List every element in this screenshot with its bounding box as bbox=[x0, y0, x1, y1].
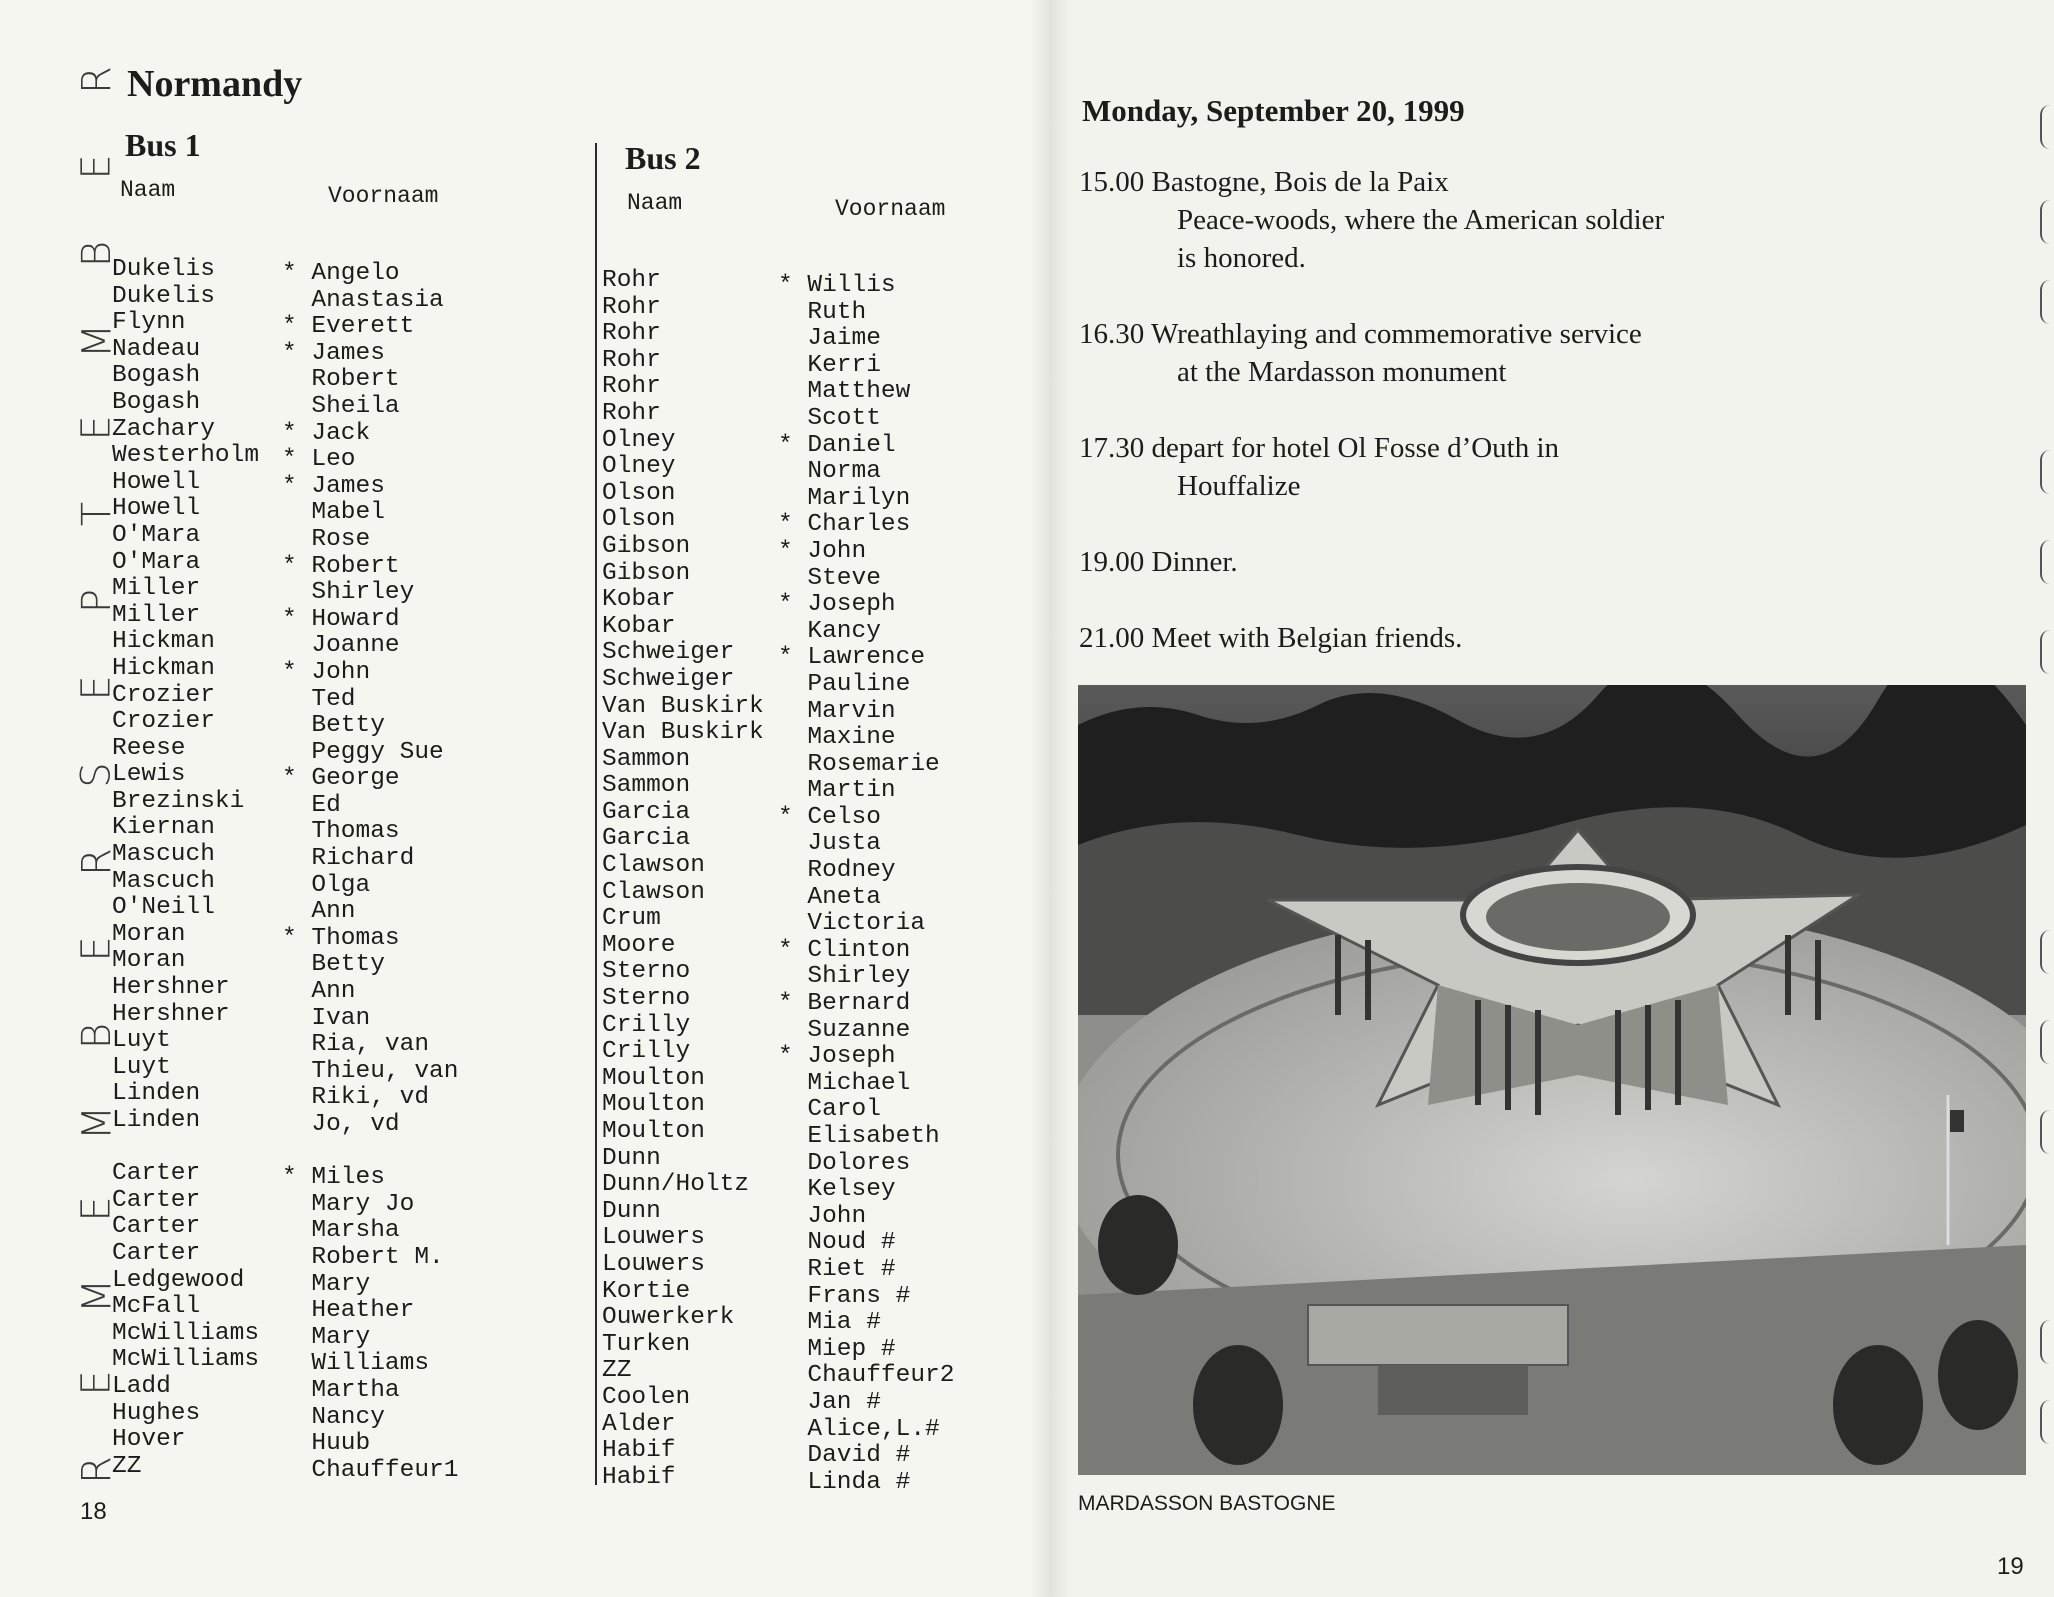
bus2-col-naam: Naam bbox=[627, 190, 683, 216]
bus2-naam-entry: Schweiger bbox=[602, 639, 735, 667]
bus1-naam-entry: Crozier bbox=[112, 681, 215, 709]
bus2-naam-entry: Louwers bbox=[602, 1250, 705, 1278]
bus1-naam-entry: Crozier bbox=[112, 708, 215, 736]
bus1-naam-entry: Carter bbox=[112, 1160, 201, 1188]
bus2-voornaam-entry: Carol bbox=[778, 1096, 881, 1124]
bus1-naam-entry: Carter bbox=[112, 1239, 201, 1267]
bus2-naam-entry: Schweiger bbox=[602, 665, 735, 693]
bus1-voornaam-entry: Peggy Sue bbox=[282, 738, 444, 766]
photo-caption: MARDASSON BASTOGNE bbox=[1078, 1492, 1336, 1515]
bus2-naam-entry: Kobar bbox=[602, 612, 676, 640]
bus2-voornaam-entry: Chauffeur2 bbox=[778, 1362, 955, 1390]
bus1-naam-entry: Luyt bbox=[112, 1027, 171, 1055]
bus2-naam-entry: Dunn/Holtz bbox=[602, 1171, 750, 1199]
schedule-time: 15.00 bbox=[1079, 166, 1145, 198]
schedule-description: Wreathlaying and commemorative service bbox=[1144, 318, 1642, 350]
bus1-voornaam-entry: * George bbox=[282, 765, 400, 793]
bus2-voornaam-entry: Shirley bbox=[778, 963, 911, 991]
bus2-voornaam-entry: Suzanne bbox=[778, 1016, 911, 1044]
bus1-naam-entry: Nadeau bbox=[112, 335, 201, 363]
bus1-voornaam-entry: Jo, vd bbox=[282, 1111, 400, 1138]
bus1-voornaam-entry: Williams bbox=[282, 1350, 430, 1378]
bus1-voornaam-entry: Ted bbox=[282, 685, 356, 713]
bus2-voornaam-entry: Marvin bbox=[778, 697, 896, 725]
schedule-item bbox=[1079, 429, 1799, 505]
bus2-naam-entry: Garcia bbox=[602, 825, 691, 853]
bus2-naam-entry: Crilly bbox=[602, 1011, 691, 1039]
bus1-voornaam-entry: Huub bbox=[282, 1430, 371, 1458]
side-letter: M bbox=[73, 1105, 120, 1140]
bus2-voornaam-entry: * Celso bbox=[778, 803, 881, 831]
bus1-naam-entry: Brezinski bbox=[112, 787, 245, 815]
schedule-list bbox=[1079, 163, 1799, 695]
schedule-item bbox=[1079, 315, 1799, 391]
schedule-time: 19.00 bbox=[1079, 546, 1145, 578]
bus1-naam-entry: Mascuch bbox=[112, 867, 215, 895]
bus1-naam-entry: Lewis bbox=[112, 761, 186, 789]
bus2-voornaam-entry: Mia # bbox=[778, 1309, 881, 1337]
bus2-naam-entry: Habif bbox=[602, 1437, 676, 1465]
bus2-voornaam-entry: * Joseph bbox=[778, 1043, 896, 1071]
bus2-voornaam-entry: Kelsey bbox=[778, 1176, 896, 1204]
bus2-naam-entry: Sterno bbox=[602, 958, 691, 986]
bus1-voornaam-entry: * Howard bbox=[282, 605, 400, 633]
schedule-item bbox=[1079, 543, 1799, 581]
bus2-voornaam-entry: * Willis bbox=[778, 272, 896, 299]
bus2-voornaam-entry: Jan # bbox=[778, 1388, 881, 1416]
bus1-voornaam-entry: * Jack bbox=[282, 419, 371, 447]
schedule-description: depart for hotel Ol Fosse d’Outh in bbox=[1144, 432, 1560, 464]
bus2-voornaam-entry: Michael bbox=[778, 1069, 911, 1097]
bus2-voornaam-entry: Miep # bbox=[778, 1335, 896, 1363]
schedule-item bbox=[1079, 619, 1799, 657]
bus1-voornaam-entry bbox=[282, 1139, 458, 1166]
side-letter: T bbox=[74, 502, 120, 527]
bus2-col-voornaam: Voornaam bbox=[835, 196, 946, 222]
side-letter: E bbox=[74, 1196, 120, 1223]
right-edge-letter-fragments bbox=[2030, 100, 2054, 1520]
side-letter: B bbox=[73, 240, 120, 267]
bus2-naam-entry: Alder bbox=[602, 1410, 676, 1438]
side-letter: E bbox=[74, 936, 120, 962]
schedule-item bbox=[1079, 163, 1799, 277]
bus1-naam-entry: Hickman bbox=[112, 628, 215, 656]
bus2-voornaam-list bbox=[778, 273, 954, 1496]
bus2-voornaam-entry: Alice,L.# bbox=[778, 1415, 940, 1443]
left-page-number: 18 bbox=[80, 1498, 107, 1525]
bus2-voornaam-entry: Victoria bbox=[778, 910, 926, 938]
schedule-description-cont: Houffalize bbox=[1177, 470, 1301, 502]
side-letter: E bbox=[74, 1370, 120, 1396]
bus2-voornaam-entry: Martin bbox=[778, 777, 896, 805]
side-letter: R bbox=[73, 847, 120, 876]
bus1-naam-entry: Hover bbox=[112, 1426, 186, 1454]
bus1-naam-entry: O'Mara bbox=[112, 521, 201, 549]
bus2-voornaam-entry: * Lawrence bbox=[778, 644, 926, 672]
bus2-voornaam-entry: Linda # bbox=[778, 1468, 911, 1496]
bus1-naam-entry: Hickman bbox=[112, 654, 215, 682]
bus2-naam-entry: Rohr bbox=[602, 293, 661, 321]
bus1-naam-entry: Howell bbox=[112, 495, 201, 523]
bus2-voornaam-entry: Noud # bbox=[778, 1229, 896, 1257]
side-letter: M bbox=[73, 1278, 120, 1314]
bus1-voornaam-entry: Martha bbox=[282, 1376, 400, 1404]
bus1-voornaam-entry: Thomas bbox=[282, 818, 400, 846]
schedule-date: Monday, September 20, 1999 bbox=[1082, 93, 1465, 128]
bus2-voornaam-entry: Marilyn bbox=[778, 484, 911, 512]
bus1-col-voornaam: Voornaam bbox=[328, 183, 439, 209]
bus2-naam-entry: Kobar bbox=[602, 586, 676, 614]
bus1-naam-entry bbox=[112, 1135, 259, 1162]
bus1-voornaam-entry: Rose bbox=[282, 525, 371, 553]
bus2-naam-entry: Clawson bbox=[602, 878, 705, 906]
bus2-voornaam-entry: * Daniel bbox=[778, 431, 896, 459]
bus2-naam-entry: Moulton bbox=[602, 1091, 705, 1119]
bus2-naam-entry: Gibson bbox=[602, 532, 691, 560]
bus1-voornaam-entry: Robert M. bbox=[282, 1243, 444, 1271]
schedule-time: 17.30 bbox=[1079, 432, 1145, 464]
section-title: Normandy bbox=[127, 63, 303, 105]
bus1-naam-entry: Howell bbox=[112, 468, 201, 496]
bus2-naam-entry: Rohr bbox=[602, 373, 661, 401]
bus2-naam-entry: Olney bbox=[602, 453, 676, 481]
bus1-voornaam-entry: Sheila bbox=[282, 392, 400, 420]
bus1-naam-entry: Reese bbox=[112, 734, 186, 762]
bus1-voornaam-entry: * Angelo bbox=[282, 260, 400, 287]
bus1-voornaam-entry: Ria, van bbox=[282, 1031, 430, 1059]
side-letter: R bbox=[73, 66, 120, 94]
bus1-voornaam-entry: Mary bbox=[282, 1270, 371, 1298]
bus1-naam-entry: Kiernan bbox=[112, 814, 215, 842]
side-letter: R bbox=[73, 1456, 120, 1484]
bus2-naam-entry: Olson bbox=[602, 479, 676, 507]
bus2-naam-entry: Ouwerkerk bbox=[602, 1304, 735, 1332]
bus2-naam-entry: Rohr bbox=[602, 320, 661, 348]
bus1-voornaam-entry: * Robert bbox=[282, 552, 400, 580]
bus1-voornaam-entry: Heather bbox=[282, 1297, 415, 1325]
bus1-voornaam-entry: Riki, vd bbox=[282, 1084, 430, 1112]
bus2-voornaam-entry: * Charles bbox=[778, 511, 911, 539]
column-divider bbox=[595, 143, 597, 1485]
bus1-naam-entry: Westerholm bbox=[112, 442, 260, 470]
bus1-naam-entry: Flynn bbox=[112, 309, 186, 337]
book-gutter bbox=[1030, 0, 1070, 1597]
bus2-naam-entry: Louwers bbox=[602, 1224, 705, 1252]
schedule-description-cont: is honored. bbox=[1177, 242, 1306, 274]
bus2-voornaam-entry: Justa bbox=[778, 830, 881, 858]
bus2-voornaam-entry: Rosemarie bbox=[778, 750, 940, 778]
bus2-naam-entry: Clawson bbox=[602, 852, 705, 880]
bus2-voornaam-entry: Steve bbox=[778, 564, 881, 592]
bus2-voornaam-entry: Riet # bbox=[778, 1255, 896, 1283]
schedule-description: Dinner. bbox=[1144, 546, 1238, 578]
bus2-naam-entry: ZZ bbox=[602, 1357, 632, 1385]
mardasson-monument-photo bbox=[1078, 685, 2026, 1475]
bus1-naam-entry: Moran bbox=[112, 947, 186, 975]
bus1-voornaam-entry: Thieu, van bbox=[282, 1057, 459, 1085]
bus2-naam-entry: Coolen bbox=[602, 1383, 691, 1411]
bus1-voornaam-entry: Joanne bbox=[282, 632, 400, 660]
bus1-voornaam-entry: * Leo bbox=[282, 446, 356, 474]
bus1-naam-entry: Mascuch bbox=[112, 841, 215, 869]
bus2-voornaam-entry: Frans # bbox=[778, 1282, 911, 1310]
schedule-description-cont: Peace-woods, where the American soldier bbox=[1177, 204, 1665, 236]
bus1-voornaam-entry: Mary bbox=[282, 1323, 371, 1351]
bus1-voornaam-entry: Ann bbox=[282, 898, 356, 926]
bus1-voornaam-entry: Mary Jo bbox=[282, 1190, 415, 1218]
bus1-voornaam-entry: Nancy bbox=[282, 1403, 385, 1431]
bus1-voornaam-entry: Shirley bbox=[282, 579, 415, 607]
bus2-naam-entry: Garcia bbox=[602, 798, 691, 826]
bus1-voornaam-entry: * James bbox=[282, 472, 385, 500]
bus2-voornaam-entry: Kerri bbox=[778, 351, 881, 379]
bus2-voornaam-entry: Dolores bbox=[778, 1149, 911, 1177]
bus2-naam-entry: Rohr bbox=[602, 267, 661, 294]
bus1-voornaam-entry: Betty bbox=[282, 712, 385, 740]
bus2-voornaam-entry: David # bbox=[778, 1442, 911, 1470]
bus1-voornaam-list bbox=[282, 261, 458, 1484]
bus1-naam-entry: Ladd bbox=[112, 1372, 171, 1400]
bus2-voornaam-entry: Aneta bbox=[778, 883, 881, 911]
bus2-title: Bus 2 bbox=[625, 140, 701, 176]
bus2-naam-entry: Sterno bbox=[602, 985, 691, 1013]
bus1-naam-entry: Bogash bbox=[112, 362, 201, 390]
bus2-naam-entry: Dunn bbox=[602, 1144, 661, 1172]
bus2-naam-entry: Moulton bbox=[602, 1118, 705, 1145]
bus1-naam-entry: Hughes bbox=[112, 1399, 201, 1427]
bus1-voornaam-entry: Ivan bbox=[282, 1004, 371, 1032]
bus1-naam-entry: Ledgewood bbox=[112, 1266, 245, 1294]
bus1-voornaam-entry: Ann bbox=[282, 978, 356, 1006]
bus1-voornaam-entry: Richard bbox=[282, 845, 415, 873]
bus2-voornaam-entry: Norma bbox=[778, 458, 881, 486]
bus2-voornaam-entry: * Joseph bbox=[778, 591, 896, 619]
side-letter: E bbox=[74, 675, 120, 701]
bus1-naam-entry: Dukelis bbox=[112, 256, 215, 283]
side-letter: P bbox=[74, 589, 120, 614]
bus2-voornaam-entry: * John bbox=[778, 537, 867, 565]
schedule-time: 16.30 bbox=[1079, 318, 1145, 350]
bus2-voornaam-entry: Pauline bbox=[778, 670, 911, 698]
bus2-voornaam-entry: Matthew bbox=[778, 378, 911, 406]
right-page-number: 19 bbox=[1997, 1553, 2024, 1580]
side-letter: B bbox=[73, 1022, 120, 1049]
bus2-naam-entry: Gibson bbox=[602, 559, 691, 587]
bus1-naam-entry: Linden bbox=[112, 1080, 201, 1108]
bus1-voornaam-entry: * James bbox=[282, 339, 385, 367]
side-letter: M bbox=[73, 323, 120, 358]
side-letter: E bbox=[74, 154, 120, 180]
bus2-voornaam-entry: John bbox=[778, 1202, 867, 1230]
bus1-title: Bus 1 bbox=[125, 127, 201, 163]
bus2-naam-entry: Turken bbox=[602, 1330, 691, 1358]
bus2-naam-entry: Crilly bbox=[602, 1038, 691, 1066]
bus1-naam-entry: McWilliams bbox=[112, 1346, 260, 1374]
side-letter: S bbox=[73, 762, 120, 788]
bus2-voornaam-entry: Ruth bbox=[778, 298, 867, 326]
bus1-naam-entry: Dukelis bbox=[112, 282, 215, 310]
bus2-naam-entry: Rohr bbox=[602, 399, 661, 427]
bus1-naam-entry: Moran bbox=[112, 920, 186, 948]
bus1-col-naam: Naam bbox=[120, 177, 176, 203]
bus1-naam-entry: Miller bbox=[112, 575, 201, 603]
bus1-naam-entry: Miller bbox=[112, 601, 201, 629]
bus1-naam-entry: Hershner bbox=[112, 1000, 230, 1028]
bus2-naam-entry: Sammon bbox=[602, 772, 691, 800]
bus2-voornaam-entry: * Clinton bbox=[778, 936, 911, 964]
bus1-naam-entry: McWilliams bbox=[112, 1319, 260, 1347]
bus1-naam-entry: Hershner bbox=[112, 974, 230, 1002]
bus2-naam-entry: Moulton bbox=[602, 1064, 705, 1092]
bus2-voornaam-entry: Rodney bbox=[778, 857, 896, 885]
bus1-voornaam-entry: Anastasia bbox=[282, 286, 444, 314]
bus1-naam-entry: Bogash bbox=[112, 388, 201, 416]
bus1-voornaam-entry: * Thomas bbox=[282, 924, 400, 952]
bus2-naam-list bbox=[602, 268, 764, 1491]
bus1-naam-entry: Luyt bbox=[112, 1053, 171, 1081]
bus2-voornaam-entry: * Bernard bbox=[778, 990, 911, 1018]
bus1-voornaam-entry: Olga bbox=[282, 871, 371, 899]
schedule-description: Meet with Belgian friends. bbox=[1144, 622, 1463, 654]
bus2-naam-entry: Van Buskirk bbox=[602, 692, 764, 720]
bus1-voornaam-entry: Mabel bbox=[282, 499, 385, 527]
bus2-naam-entry: Kortie bbox=[602, 1277, 691, 1305]
bus2-naam-entry: Olson bbox=[602, 506, 676, 534]
bus1-naam-entry: O'Neill bbox=[112, 894, 215, 922]
bus2-naam-entry: Rohr bbox=[602, 346, 661, 374]
bus1-naam-list bbox=[112, 257, 259, 1480]
bus2-voornaam-entry: Scott bbox=[778, 404, 881, 432]
bus1-voornaam-entry: Chauffeur1 bbox=[282, 1456, 459, 1484]
bus1-voornaam-entry: Marsha bbox=[282, 1217, 400, 1245]
bus1-voornaam-entry: * Miles bbox=[282, 1164, 385, 1192]
schedule-description: Bastogne, Bois de la Paix bbox=[1144, 166, 1449, 198]
bus2-naam-entry: Dunn bbox=[602, 1197, 661, 1225]
bus1-naam-entry: McFall bbox=[112, 1293, 201, 1321]
bus1-voornaam-entry: Betty bbox=[282, 951, 385, 979]
bus1-naam-entry: ZZ bbox=[112, 1452, 142, 1480]
bus2-naam-entry: Van Buskirk bbox=[602, 719, 764, 747]
bus2-voornaam-entry: Kancy bbox=[778, 617, 881, 645]
schedule-description-cont: at the Mardasson monument bbox=[1177, 356, 1507, 388]
bus2-voornaam-entry: Jaime bbox=[778, 325, 881, 353]
bus1-voornaam-entry: * Everett bbox=[282, 313, 415, 341]
bus1-naam-entry: Carter bbox=[112, 1186, 201, 1214]
bus2-naam-entry: Moore bbox=[602, 931, 676, 959]
bus1-voornaam-entry: Robert bbox=[282, 366, 400, 394]
bus2-naam-entry: Olney bbox=[602, 426, 676, 454]
bus1-voornaam-entry: * John bbox=[282, 658, 371, 686]
bus2-naam-entry: Crum bbox=[602, 905, 661, 933]
bus2-naam-entry: Sammon bbox=[602, 745, 691, 773]
schedule-time: 21.00 bbox=[1079, 622, 1145, 654]
bus1-voornaam-entry: Ed bbox=[282, 791, 341, 819]
bus1-naam-entry: Linden bbox=[112, 1107, 201, 1134]
side-letter: E bbox=[74, 414, 120, 441]
bus2-voornaam-entry: Maxine bbox=[778, 724, 896, 752]
bus1-naam-entry: O'Mara bbox=[112, 548, 201, 576]
bus1-naam-entry: Carter bbox=[112, 1213, 201, 1241]
bus1-naam-entry: Zachary bbox=[112, 415, 215, 443]
bus2-voornaam-entry: Elisabeth bbox=[778, 1123, 940, 1150]
bus2-naam-entry: Habif bbox=[602, 1463, 676, 1491]
